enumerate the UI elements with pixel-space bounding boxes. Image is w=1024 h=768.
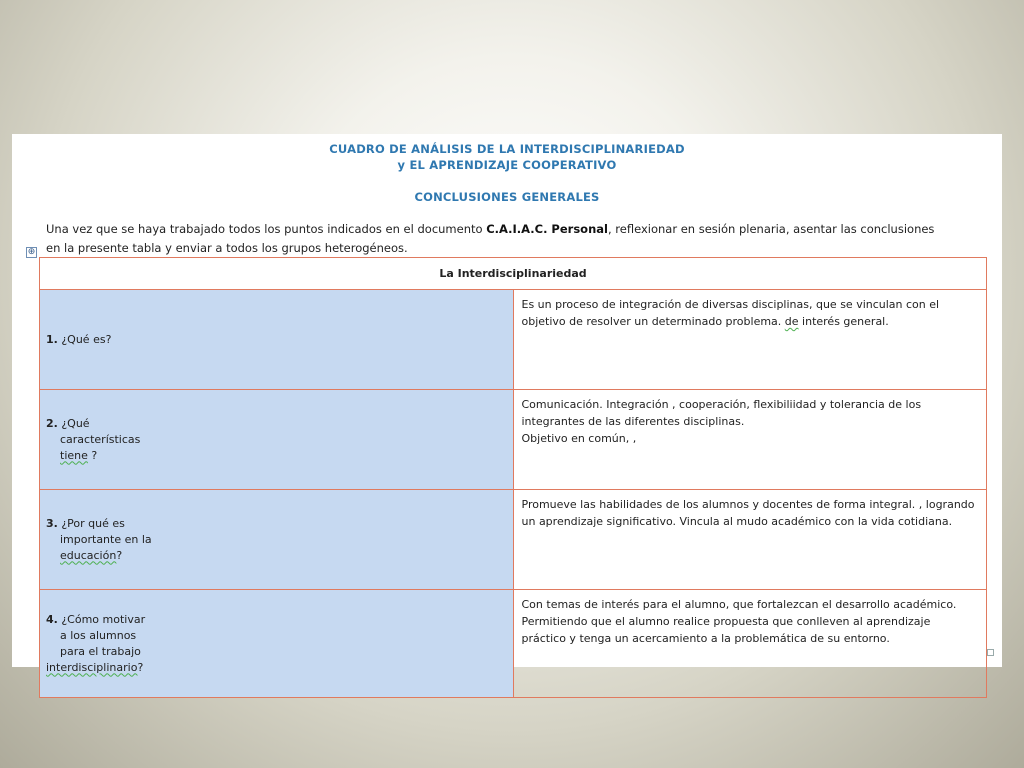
question-cell xyxy=(40,390,514,490)
question-text-line xyxy=(46,448,509,464)
question-text-line xyxy=(46,548,509,564)
question-text: para el trabajo xyxy=(60,644,141,658)
question-text: ? xyxy=(137,660,144,674)
question-cell xyxy=(40,290,514,390)
answer-cell[interactable] xyxy=(513,290,987,390)
answer-text: Objetivo en común, , xyxy=(521,432,637,445)
answer-text: interés general. xyxy=(798,315,889,328)
table-row xyxy=(40,390,987,490)
document-subtitle: CONCLUSIONES GENERALES xyxy=(414,190,600,204)
table-row xyxy=(40,590,987,698)
document-title-line2: y EL APRENDIZAJE COOPERATIVO xyxy=(397,158,617,172)
answer-text: Comunicación. Integración , cooperación, flexibiliidad y tolerancia de los integrantes de las diferentes disciplinas. xyxy=(521,398,922,428)
intro-document-name: C.A.I.A.C. Personal xyxy=(486,222,608,236)
question-text: tiene xyxy=(60,448,88,462)
intro-paragraph xyxy=(46,220,936,258)
table-row xyxy=(40,490,987,590)
question-text: interdisciplinario xyxy=(46,660,138,674)
answer-text: Es un proceso de integración de diversas disciplinas, que se vinculan con el objetivo de resolver un determinado problema. xyxy=(521,298,940,328)
answer-text: Permitiendo que el alumno realice propuesta que conlleven al aprendizaje práctico y tenga un acercamiento a la problemática de su entorno. xyxy=(521,615,931,645)
question-text: ? xyxy=(116,548,123,562)
question-text: ? xyxy=(87,448,98,462)
question-text: educación xyxy=(60,548,117,562)
question-text: ¿Por qué es xyxy=(57,516,125,530)
question-cell xyxy=(40,490,514,590)
question-number: 3. xyxy=(46,516,58,530)
answer-cell[interactable] xyxy=(513,390,987,490)
table-move-handle-icon[interactable]: ⊕ xyxy=(27,247,36,257)
question-text-line xyxy=(46,660,509,676)
answer-text: Con temas de interés para el alumno, que fortalezcan el desarrollo académico. xyxy=(521,598,957,611)
answer-cell[interactable]: Promueve las habilidades de los alumnos y docentes de forma integral. , logrando un aprendizaje significativo. Vincula al mudo académico con la vida cotidiana. xyxy=(513,490,987,590)
question-number: 4. xyxy=(46,612,58,626)
analysis-table xyxy=(39,257,987,698)
question-number: 2. xyxy=(46,416,58,430)
intro-text-start: Una vez que se haya trabajado todos los puntos indicados en el documento xyxy=(46,222,487,236)
question-text: características xyxy=(60,432,141,446)
table-row xyxy=(40,290,987,390)
answer-text-flagged: de xyxy=(784,315,799,328)
question-text: ¿Qué es? xyxy=(57,332,112,346)
intro-text-end: , reflexionar en sesión plenaria, asentar las conclusiones en la presente tabla y enviar a todos los grupos heterogéneos. xyxy=(46,222,935,255)
question-number: 1. xyxy=(46,332,58,346)
table-header: La Interdisciplinariedad xyxy=(40,258,987,290)
question-text: ¿Cómo motivar xyxy=(57,612,146,626)
document-page xyxy=(12,134,1002,674)
document-title-line1: CUADRO DE ANÁLISIS DE LA INTERDISCIPLINARIEDAD xyxy=(329,142,685,156)
answer-cell[interactable] xyxy=(513,590,987,698)
question-text: a los alumnos xyxy=(60,628,137,642)
question-text: importante en la xyxy=(60,532,152,546)
table-resize-handle[interactable] xyxy=(987,649,994,656)
question-text: ¿Qué xyxy=(57,416,90,430)
question-cell xyxy=(40,590,514,698)
